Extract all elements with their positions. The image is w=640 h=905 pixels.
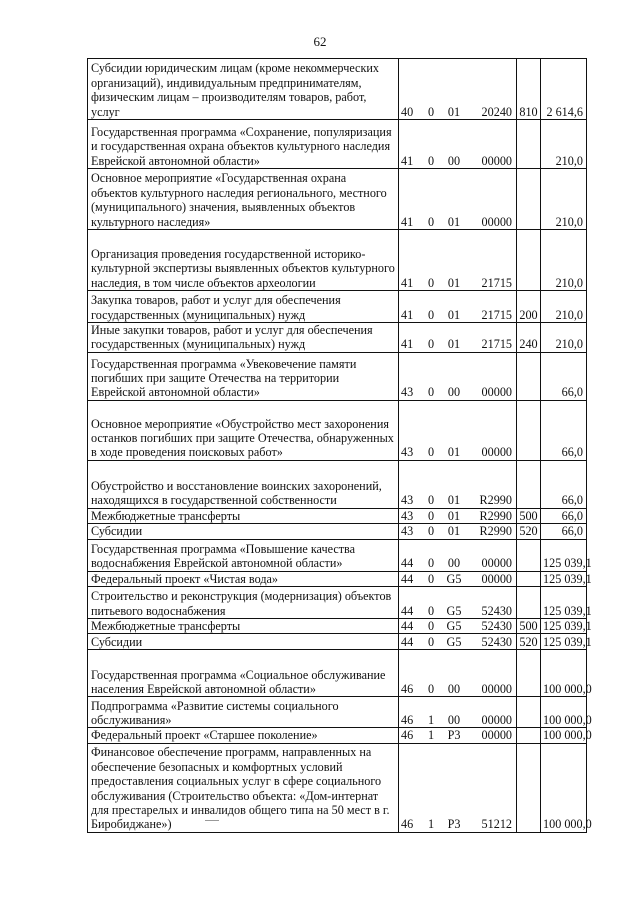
code-event: G5 xyxy=(446,571,462,586)
code-program: 41 xyxy=(401,214,414,229)
code-direction: 00000 xyxy=(481,556,512,571)
code-program: 43 xyxy=(401,445,414,460)
code-direction: 52430 xyxy=(481,635,512,650)
row-amount: 66,0 xyxy=(541,400,587,460)
row-expense-type xyxy=(517,539,541,571)
code-subprogram: 0 xyxy=(427,385,435,400)
code-program: 43 xyxy=(401,508,414,523)
code-direction: 00000 xyxy=(481,571,512,586)
code-subprogram: 0 xyxy=(427,307,435,322)
code-subprogram: 0 xyxy=(427,682,435,697)
code-subprogram: 1 xyxy=(427,728,435,743)
budget-table xyxy=(87,58,592,833)
code-program: 43 xyxy=(401,385,414,400)
row-name: Федеральный проект «Старшее поколение» xyxy=(88,728,399,743)
row-code xyxy=(399,743,517,832)
code-program: 41 xyxy=(401,337,414,352)
code-program: 44 xyxy=(401,571,414,586)
code-direction: 52430 xyxy=(481,603,512,618)
table-row xyxy=(88,524,587,539)
code-program: 41 xyxy=(401,307,414,322)
row-expense-type xyxy=(517,120,541,169)
code-subprogram: 0 xyxy=(427,524,435,539)
row-code xyxy=(399,587,517,619)
code-program: 44 xyxy=(401,635,414,650)
row-amount: 66,0 xyxy=(541,352,587,400)
table-row xyxy=(88,120,587,169)
table-row xyxy=(88,352,587,400)
code-event: 00 xyxy=(447,682,461,697)
table-row xyxy=(88,59,587,120)
row-amount: 100 000,0 xyxy=(541,697,587,728)
code-event: 00 xyxy=(447,713,461,728)
row-expense-type: 200 xyxy=(517,291,541,323)
row-code xyxy=(399,291,517,323)
row-code xyxy=(399,120,517,169)
row-name: Государственная программа «Социальное обслуживание населения Еврейской автономной области» xyxy=(88,650,399,697)
row-name: Подпрограмма «Развитие системы социального обслуживания» xyxy=(88,697,399,728)
row-name: Государственная программа «Увековечение памяти погибших при защите Отечества на территории Еврейской автономной области» xyxy=(88,352,399,400)
code-subprogram: 0 xyxy=(427,508,435,523)
row-expense-type xyxy=(517,460,541,508)
row-name: Межбюджетные трансферты xyxy=(88,619,399,634)
row-amount: 2 614,6 xyxy=(541,59,587,120)
row-expense-type xyxy=(517,650,541,697)
code-event: 00 xyxy=(447,385,461,400)
row-code xyxy=(399,524,517,539)
row-code xyxy=(399,352,517,400)
code-event: 00 xyxy=(447,556,461,571)
code-event: G5 xyxy=(446,619,462,634)
code-direction: 20240 xyxy=(481,104,512,119)
code-subprogram: 0 xyxy=(427,493,435,508)
code-subprogram: 1 xyxy=(427,713,435,728)
row-code xyxy=(399,650,517,697)
table-row xyxy=(88,571,587,586)
page-number: 62 xyxy=(313,34,327,49)
code-direction: 00000 xyxy=(481,153,512,168)
row-code xyxy=(399,460,517,508)
code-program: 40 xyxy=(401,104,414,119)
code-direction: 51212 xyxy=(481,817,512,832)
code-event: 01 xyxy=(447,445,461,460)
row-name: Строительство и реконструкция (модернизация) объектов питьевого водоснабжения xyxy=(88,587,399,619)
table-row xyxy=(88,508,587,523)
row-name: Организация проведения государственной историко-культурной экспертизы выявленных объектов культурного наследия, в том числе объектов археологии xyxy=(88,230,399,291)
row-name: Обустройство и восстановление воинских захоронений, находящихся в государственной собственности xyxy=(88,460,399,508)
table-row xyxy=(88,728,587,743)
row-code xyxy=(399,634,517,650)
code-direction: 52430 xyxy=(481,619,512,634)
row-code xyxy=(399,230,517,291)
row-expense-type xyxy=(517,352,541,400)
code-event: 01 xyxy=(447,508,461,523)
row-name: Государственная программа «Сохранение, популяризация и государственная охрана объектов культурного наследия Еврейской автономной области» xyxy=(88,120,399,169)
row-name: Финансовое обеспечение программ, направленных на обеспечение безопасных и комфортных условий предоставления социальных услуг в сфере социального обслуживания (Строительство объекта: «Дом-интернат для престарелых и инвалидов общего типа на 50 мест в г. Биробиджане») xyxy=(88,743,399,832)
row-code xyxy=(399,619,517,634)
code-event: 01 xyxy=(447,337,461,352)
code-direction: 21715 xyxy=(481,307,512,322)
table-row xyxy=(88,400,587,460)
code-event: P3 xyxy=(447,728,461,743)
table-row xyxy=(88,539,587,571)
code-program: 44 xyxy=(401,603,414,618)
row-name: Федеральный проект «Чистая вода» xyxy=(88,571,399,586)
code-direction: 00000 xyxy=(481,728,512,743)
row-code xyxy=(399,697,517,728)
row-name: Закупка товаров, работ и услуг для обеспечения государственных (муниципальных) нужд xyxy=(88,291,399,323)
footer-mark xyxy=(205,820,219,821)
code-program: 43 xyxy=(401,524,414,539)
row-amount: 66,0 xyxy=(541,508,587,523)
code-direction: 00000 xyxy=(481,445,512,460)
table-row xyxy=(88,460,587,508)
code-direction: 00000 xyxy=(481,385,512,400)
row-amount: 210,0 xyxy=(541,230,587,291)
code-program: 46 xyxy=(401,817,414,832)
row-expense-type xyxy=(517,587,541,619)
code-direction: R2990 xyxy=(479,493,512,508)
table-row xyxy=(88,743,587,832)
code-subprogram: 0 xyxy=(427,445,435,460)
row-expense-type: 520 xyxy=(517,634,541,650)
table-row xyxy=(88,697,587,728)
code-event: 00 xyxy=(447,153,461,168)
code-program: 44 xyxy=(401,619,414,634)
code-event: 01 xyxy=(447,524,461,539)
code-subprogram: 0 xyxy=(427,214,435,229)
code-subprogram: 0 xyxy=(427,104,435,119)
row-expense-type: 810 xyxy=(517,59,541,120)
code-subprogram: 0 xyxy=(427,556,435,571)
row-expense-type: 500 xyxy=(517,619,541,634)
code-event: 01 xyxy=(447,307,461,322)
row-expense-type xyxy=(517,728,541,743)
row-code xyxy=(399,400,517,460)
code-program: 43 xyxy=(401,493,414,508)
row-code xyxy=(399,571,517,586)
code-event: P3 xyxy=(447,817,461,832)
code-direction: R2990 xyxy=(479,508,512,523)
row-code xyxy=(399,539,517,571)
code-subprogram: 0 xyxy=(427,153,435,168)
table-row xyxy=(88,323,587,353)
row-amount: 210,0 xyxy=(541,323,587,353)
row-amount: 125 039,1 xyxy=(541,587,587,619)
code-subprogram: 0 xyxy=(427,603,435,618)
code-event: G5 xyxy=(446,603,462,618)
code-event: G5 xyxy=(446,635,462,650)
code-event: 01 xyxy=(447,104,461,119)
row-amount: 66,0 xyxy=(541,524,587,539)
table-row xyxy=(88,169,587,230)
row-expense-type xyxy=(517,571,541,586)
code-program: 41 xyxy=(401,153,414,168)
row-name: Основное мероприятие «Обустройство мест захоронения останков погибших при защите Отечества, обнаруженных в ходе проведения поисковых работ» xyxy=(88,400,399,460)
code-program: 44 xyxy=(401,556,414,571)
code-event: 01 xyxy=(447,214,461,229)
table-row xyxy=(88,634,587,650)
row-expense-type xyxy=(517,400,541,460)
row-expense-type xyxy=(517,697,541,728)
row-amount: 100 000,0 xyxy=(541,743,587,832)
code-direction: 21715 xyxy=(481,337,512,352)
code-subprogram: 0 xyxy=(427,635,435,650)
table-row xyxy=(88,619,587,634)
row-name: Субсидии xyxy=(88,634,399,650)
row-code xyxy=(399,59,517,120)
code-direction: 00000 xyxy=(481,713,512,728)
table-row xyxy=(88,650,587,697)
row-amount: 210,0 xyxy=(541,291,587,323)
row-amount: 210,0 xyxy=(541,120,587,169)
code-subprogram: 0 xyxy=(427,337,435,352)
row-amount: 100 000,0 xyxy=(541,728,587,743)
code-direction: 00000 xyxy=(481,214,512,229)
code-direction: R2990 xyxy=(479,524,512,539)
row-code xyxy=(399,728,517,743)
row-expense-type: 240 xyxy=(517,323,541,353)
row-name: Иные закупки товаров, работ и услуг для обеспечения государственных (муниципальных) нужд xyxy=(88,323,399,353)
row-expense-type xyxy=(517,743,541,832)
code-subprogram: 0 xyxy=(427,275,435,290)
row-expense-type xyxy=(517,169,541,230)
row-name: Государственная программа «Повышение качества водоснабжения Еврейской автономной области» xyxy=(88,539,399,571)
code-direction: 21715 xyxy=(481,275,512,290)
row-expense-type xyxy=(517,230,541,291)
code-subprogram: 0 xyxy=(427,571,435,586)
row-code xyxy=(399,323,517,353)
row-amount: 210,0 xyxy=(541,169,587,230)
code-program: 46 xyxy=(401,682,414,697)
code-program: 46 xyxy=(401,728,414,743)
row-amount: 66,0 xyxy=(541,460,587,508)
row-code xyxy=(399,508,517,523)
code-program: 41 xyxy=(401,275,414,290)
row-amount: 125 039,1 xyxy=(541,539,587,571)
row-amount: 100 000,0 xyxy=(541,650,587,697)
row-name: Субсидии юридическим лицам (кроме некоммерческих организаций), индивидуальным предпринимателям, физическим лицам – производителям товаров, работ, услуг xyxy=(88,59,399,120)
budget-table-body xyxy=(88,59,592,833)
row-amount: 125 039,1 xyxy=(541,634,587,650)
row-expense-type: 500 xyxy=(517,508,541,523)
row-name: Субсидии xyxy=(88,524,399,539)
code-subprogram: 1 xyxy=(427,817,435,832)
row-expense-type: 520 xyxy=(517,524,541,539)
code-subprogram: 0 xyxy=(427,619,435,634)
row-name: Основное мероприятие «Государственная охрана объектов культурного наследия регионального, местного (муниципального) значения, выявленных объектов культурного наследия» xyxy=(88,169,399,230)
row-amount: 125 039,1 xyxy=(541,571,587,586)
table-row xyxy=(88,291,587,323)
code-event: 01 xyxy=(447,493,461,508)
row-code xyxy=(399,169,517,230)
table-row xyxy=(88,587,587,619)
row-amount: 125 039,1 xyxy=(541,619,587,634)
code-direction: 00000 xyxy=(481,682,512,697)
row-name: Межбюджетные трансферты xyxy=(88,508,399,523)
table-row xyxy=(88,230,587,291)
code-program: 46 xyxy=(401,713,414,728)
code-event: 01 xyxy=(447,275,461,290)
